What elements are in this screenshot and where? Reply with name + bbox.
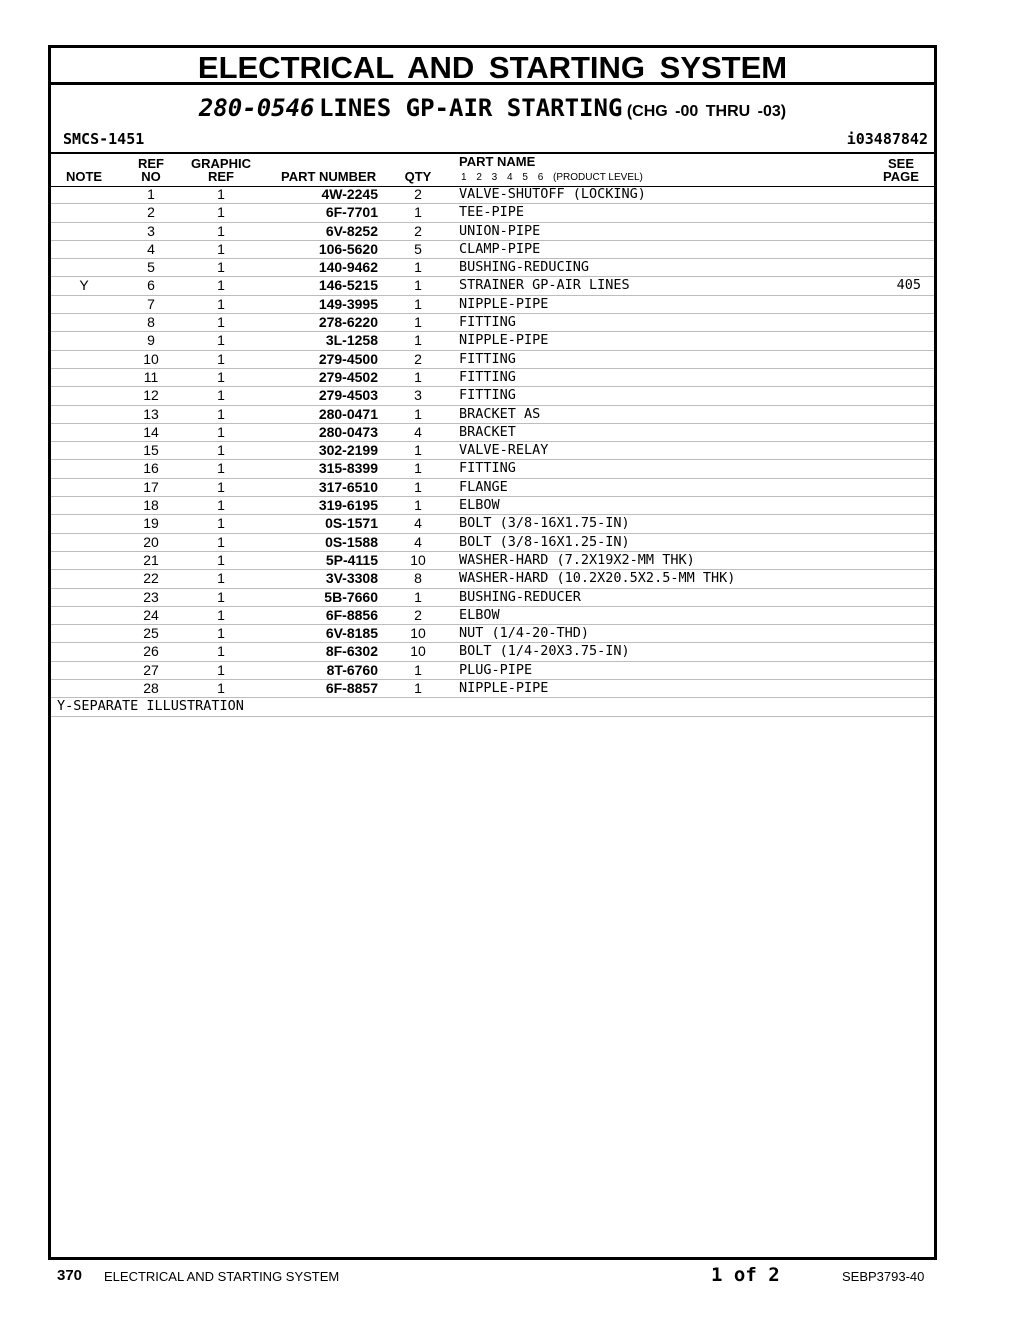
table-row bbox=[51, 680, 934, 698]
cell-qty: 1 bbox=[414, 204, 422, 221]
page-footer bbox=[0, 1262, 1020, 1292]
cell-part-name: BOLT (1/4-20X3.75-IN) bbox=[459, 643, 630, 660]
cell-graphic-ref: 1 bbox=[217, 551, 225, 568]
cell-ref: 7 bbox=[147, 295, 155, 312]
cell-ref: 14 bbox=[143, 423, 159, 440]
group-part-number: 280-0546 bbox=[198, 94, 315, 122]
table-row bbox=[51, 607, 934, 625]
table-row bbox=[51, 351, 934, 369]
group-heading bbox=[51, 94, 934, 122]
cell-graphic-ref: 1 bbox=[217, 423, 225, 440]
cell-ref: 23 bbox=[143, 588, 159, 605]
col-qty: QTY bbox=[404, 169, 432, 184]
table-row bbox=[51, 534, 934, 552]
cell-ref: 17 bbox=[143, 478, 159, 495]
cell-part-name: BRACKET bbox=[459, 423, 516, 440]
cell-ref: 25 bbox=[143, 625, 159, 642]
table-row bbox=[51, 332, 934, 350]
cell-graphic-ref: 1 bbox=[217, 515, 225, 532]
cell-part-number[interactable]: 280-0473 bbox=[318, 423, 378, 440]
cell-part-number[interactable]: 4W-2245 bbox=[321, 186, 378, 202]
cell-ref: 27 bbox=[143, 661, 159, 678]
cell-graphic-ref: 1 bbox=[217, 606, 225, 623]
cell-ref: 2 bbox=[147, 204, 155, 221]
cell-qty: 3 bbox=[414, 387, 422, 404]
table-row bbox=[51, 442, 934, 460]
cell-part-name: ELBOW bbox=[459, 606, 500, 623]
cell-part-name: NIPPLE-PIPE bbox=[459, 332, 549, 349]
cell-part-number[interactable]: 149-3995 bbox=[318, 295, 378, 312]
cell-graphic-ref: 1 bbox=[217, 680, 225, 697]
group-name: LINES GP-AIR STARTING bbox=[318, 94, 623, 122]
cell-part-name: BRACKET AS bbox=[459, 405, 541, 422]
col-see-bottom: PAGE bbox=[883, 169, 919, 184]
cell-part-name: VALVE-RELAY bbox=[459, 442, 549, 459]
cell-ref: 8 bbox=[147, 314, 155, 331]
table-row bbox=[51, 570, 934, 588]
cell-ref: 26 bbox=[143, 643, 159, 660]
table-row bbox=[51, 387, 934, 405]
cell-part-name: BOLT (3/8-16X1.25-IN) bbox=[459, 533, 630, 550]
cell-qty: 2 bbox=[414, 606, 422, 623]
cell-part-name: NIPPLE-PIPE bbox=[459, 295, 549, 312]
cell-part-number[interactable]: 0S-1588 bbox=[325, 533, 378, 550]
cell-part-number[interactable]: 0S-1571 bbox=[325, 515, 378, 532]
cell-part-name: WASHER-HARD (7.2X19X2-MM THK) bbox=[459, 551, 695, 568]
cell-part-name: STRAINER GP-AIR LINES bbox=[459, 277, 630, 294]
cell-part-name: BUSHING-REDUCING bbox=[459, 259, 590, 276]
cell-graphic-ref: 1 bbox=[217, 332, 225, 349]
table-row bbox=[51, 643, 934, 661]
col-ref-bottom: NO bbox=[141, 169, 161, 184]
cell-part-number[interactable]: 317-6510 bbox=[318, 478, 378, 495]
cell-part-name: FITTING bbox=[459, 460, 516, 477]
cell-part-name: PLUG-PIPE bbox=[459, 661, 533, 678]
cell-ref: 6 bbox=[147, 277, 155, 294]
cell-graphic-ref: 1 bbox=[217, 643, 225, 660]
table-row bbox=[51, 186, 934, 204]
change-range: (CHG -00 THRU -03) bbox=[626, 103, 787, 120]
table-row bbox=[51, 406, 934, 424]
cell-part-number[interactable]: 279-4503 bbox=[318, 387, 378, 404]
cell-qty: 4 bbox=[414, 423, 422, 440]
cell-part-number[interactable]: 5B-7660 bbox=[324, 588, 378, 605]
cell-qty: 10 bbox=[410, 551, 426, 568]
cell-graphic-ref: 1 bbox=[217, 259, 225, 276]
cell-graphic-ref: 1 bbox=[217, 497, 225, 514]
cell-part-number[interactable]: 6F-7701 bbox=[325, 204, 378, 221]
cell-qty: 8 bbox=[414, 570, 422, 587]
cell-ref: 12 bbox=[143, 387, 159, 404]
cell-qty: 2 bbox=[414, 350, 422, 367]
cell-part-name: FITTING bbox=[459, 314, 516, 331]
table-footnote: Y-SEPARATE ILLUSTRATION bbox=[51, 698, 934, 716]
cell-ref: 18 bbox=[143, 497, 159, 514]
cell-part-name: FITTING bbox=[459, 350, 516, 367]
cell-ref: 28 bbox=[143, 680, 159, 697]
cell-qty: 2 bbox=[414, 222, 422, 239]
cell-part-number[interactable]: 319-6195 bbox=[318, 497, 378, 514]
col-ref-top: REF bbox=[138, 156, 164, 171]
product-level-numbers: 1 2 3 4 5 6 bbox=[461, 172, 544, 183]
cell-graphic-ref: 1 bbox=[217, 442, 225, 459]
table-row bbox=[51, 625, 934, 643]
page-frame bbox=[48, 45, 937, 1260]
cell-qty: 1 bbox=[414, 332, 422, 349]
cell-part-number[interactable]: 279-4502 bbox=[318, 368, 378, 385]
cell-qty: 4 bbox=[414, 515, 422, 532]
cell-qty: 1 bbox=[414, 497, 422, 514]
cell-qty: 1 bbox=[414, 661, 422, 678]
product-levels bbox=[461, 172, 643, 183]
cell-graphic-ref: 1 bbox=[217, 204, 225, 221]
cell-ref: 5 bbox=[147, 259, 155, 276]
cell-ref: 19 bbox=[143, 515, 159, 532]
cell-ref: 4 bbox=[147, 240, 155, 257]
table-row bbox=[51, 369, 934, 387]
cell-graphic-ref: 1 bbox=[217, 460, 225, 477]
cell-part-name: TEE-PIPE bbox=[459, 204, 525, 221]
cell-part-number[interactable]: 6F-8857 bbox=[325, 680, 378, 697]
cell-qty: 1 bbox=[414, 680, 422, 697]
footer-sheet: 1 of 2 bbox=[711, 1264, 780, 1286]
cell-qty: 1 bbox=[414, 314, 422, 331]
cell-part-number[interactable]: 279-4500 bbox=[318, 350, 378, 367]
cell-graphic-ref: 1 bbox=[217, 186, 225, 202]
col-graphic-top: GRAPHIC bbox=[191, 156, 251, 171]
cell-graphic-ref: 1 bbox=[217, 405, 225, 422]
table-row bbox=[51, 589, 934, 607]
product-level-label: (PRODUCT LEVEL) bbox=[553, 172, 643, 183]
footer-page-number: 370 bbox=[57, 1267, 83, 1284]
table-row bbox=[51, 662, 934, 680]
cell-graphic-ref: 1 bbox=[217, 277, 225, 294]
table-row bbox=[51, 223, 934, 241]
table-row bbox=[51, 552, 934, 570]
table-row bbox=[51, 479, 934, 497]
cell-part-name: UNION-PIPE bbox=[459, 222, 541, 239]
smcs-code: SMCS-1451 bbox=[63, 130, 145, 148]
cell-ref: 16 bbox=[143, 460, 159, 477]
cell-graphic-ref: 1 bbox=[217, 222, 225, 239]
cell-ref: 10 bbox=[143, 350, 159, 367]
cell-part-name: NUT (1/4-20-THD) bbox=[459, 625, 590, 642]
table-header bbox=[51, 154, 934, 187]
cell-part-number[interactable]: 6V-8185 bbox=[325, 625, 378, 642]
cell-graphic-ref: 1 bbox=[217, 661, 225, 678]
cell-graphic-ref: 1 bbox=[217, 588, 225, 605]
cell-part-name: FITTING bbox=[459, 368, 516, 385]
cell-ref: 3 bbox=[147, 222, 155, 239]
cell-graphic-ref: 1 bbox=[217, 314, 225, 331]
cell-qty: 1 bbox=[414, 405, 422, 422]
cell-part-number[interactable]: 315-8399 bbox=[318, 460, 378, 477]
table-row bbox=[51, 204, 934, 222]
cell-part-number[interactable]: 278-6220 bbox=[318, 314, 378, 331]
cell-part-name: BUSHING-REDUCER bbox=[459, 588, 581, 605]
cell-ref: 9 bbox=[147, 332, 155, 349]
cell-ref: 15 bbox=[143, 442, 159, 459]
cell-graphic-ref: 1 bbox=[217, 350, 225, 367]
cell-ref: 20 bbox=[143, 533, 159, 550]
cell-part-name: VALVE-SHUTOFF (LOCKING) bbox=[459, 186, 646, 202]
table-row bbox=[51, 460, 934, 478]
page-title: ELECTRICAL AND STARTING SYSTEM bbox=[51, 48, 934, 85]
cell-part-number[interactable]: 6F-8856 bbox=[325, 606, 378, 623]
cell-graphic-ref: 1 bbox=[217, 295, 225, 312]
cell-graphic-ref: 1 bbox=[217, 240, 225, 257]
cell-qty: 10 bbox=[410, 643, 426, 660]
cell-part-number[interactable]: 140-9462 bbox=[318, 259, 378, 276]
cell-qty: 1 bbox=[414, 460, 422, 477]
cell-part-name: ELBOW bbox=[459, 497, 500, 514]
cell-part-number[interactable]: 8T-6760 bbox=[326, 661, 378, 678]
parts-table-body bbox=[51, 186, 934, 717]
cell-ref: 21 bbox=[143, 551, 159, 568]
table-row bbox=[51, 296, 934, 314]
cell-part-number[interactable]: 106-5620 bbox=[318, 240, 378, 257]
table-row bbox=[51, 277, 934, 295]
table-row bbox=[51, 424, 934, 442]
cell-see-page[interactable]: 405 bbox=[896, 277, 921, 294]
cell-part-number[interactable]: 280-0471 bbox=[318, 405, 378, 422]
cell-part-number[interactable]: 302-2199 bbox=[318, 442, 378, 459]
cell-part-name: CLAMP-PIPE bbox=[459, 240, 541, 257]
cell-qty: 5 bbox=[414, 240, 422, 257]
cell-qty: 1 bbox=[414, 277, 422, 294]
cell-part-name: BOLT (3/8-16X1.75-IN) bbox=[459, 515, 630, 532]
cell-part-number[interactable]: 3V-3308 bbox=[325, 570, 378, 587]
table-row bbox=[51, 515, 934, 533]
illustration-id: i03487842 bbox=[846, 130, 928, 148]
table-row bbox=[51, 241, 934, 259]
cell-ref: 13 bbox=[143, 405, 159, 422]
cell-qty: 1 bbox=[414, 588, 422, 605]
cell-qty: 1 bbox=[414, 478, 422, 495]
cell-graphic-ref: 1 bbox=[217, 387, 225, 404]
cell-part-number[interactable]: 3L-1258 bbox=[325, 332, 378, 349]
col-see-top: SEE bbox=[887, 156, 914, 171]
cell-qty: 2 bbox=[414, 186, 422, 202]
cell-part-name: NIPPLE-PIPE bbox=[459, 680, 549, 697]
footer-publication: SEBP3793-40 bbox=[842, 1269, 925, 1284]
cell-ref: 24 bbox=[143, 606, 159, 623]
cell-qty: 1 bbox=[414, 295, 422, 312]
cell-part-number[interactable]: 146-5215 bbox=[318, 277, 378, 294]
cell-part-name: WASHER-HARD (10.2X20.5X2.5-MM THK) bbox=[459, 570, 736, 587]
cell-graphic-ref: 1 bbox=[217, 478, 225, 495]
cell-qty: 1 bbox=[414, 259, 422, 276]
cell-note: Y bbox=[79, 277, 89, 294]
footer-section: ELECTRICAL AND STARTING SYSTEM bbox=[104, 1269, 340, 1284]
cell-ref: 11 bbox=[143, 368, 159, 385]
cell-part-name: FITTING bbox=[459, 387, 516, 404]
cell-graphic-ref: 1 bbox=[217, 625, 225, 642]
cell-ref: 1 bbox=[147, 186, 155, 202]
cell-graphic-ref: 1 bbox=[217, 368, 225, 385]
cell-ref: 22 bbox=[143, 570, 159, 587]
col-graphic-bottom: REF bbox=[208, 169, 234, 184]
cell-graphic-ref: 1 bbox=[217, 533, 225, 550]
cell-part-number[interactable]: 6V-8252 bbox=[325, 222, 378, 239]
table-row bbox=[51, 314, 934, 332]
cell-qty: 1 bbox=[414, 442, 422, 459]
cell-qty: 4 bbox=[414, 533, 422, 550]
col-part-number: PART NUMBER bbox=[281, 169, 377, 184]
table-row bbox=[51, 497, 934, 515]
table-row bbox=[51, 259, 934, 277]
col-part-name: PART NAME bbox=[459, 154, 536, 169]
col-note: NOTE bbox=[65, 169, 103, 184]
cell-part-number[interactable]: 8F-6302 bbox=[325, 643, 378, 660]
cell-part-name: FLANGE bbox=[459, 478, 508, 495]
cell-part-number[interactable]: 5P-4115 bbox=[325, 551, 378, 568]
cell-qty: 1 bbox=[414, 368, 422, 385]
cell-qty: 10 bbox=[410, 625, 426, 642]
cell-graphic-ref: 1 bbox=[217, 570, 225, 587]
